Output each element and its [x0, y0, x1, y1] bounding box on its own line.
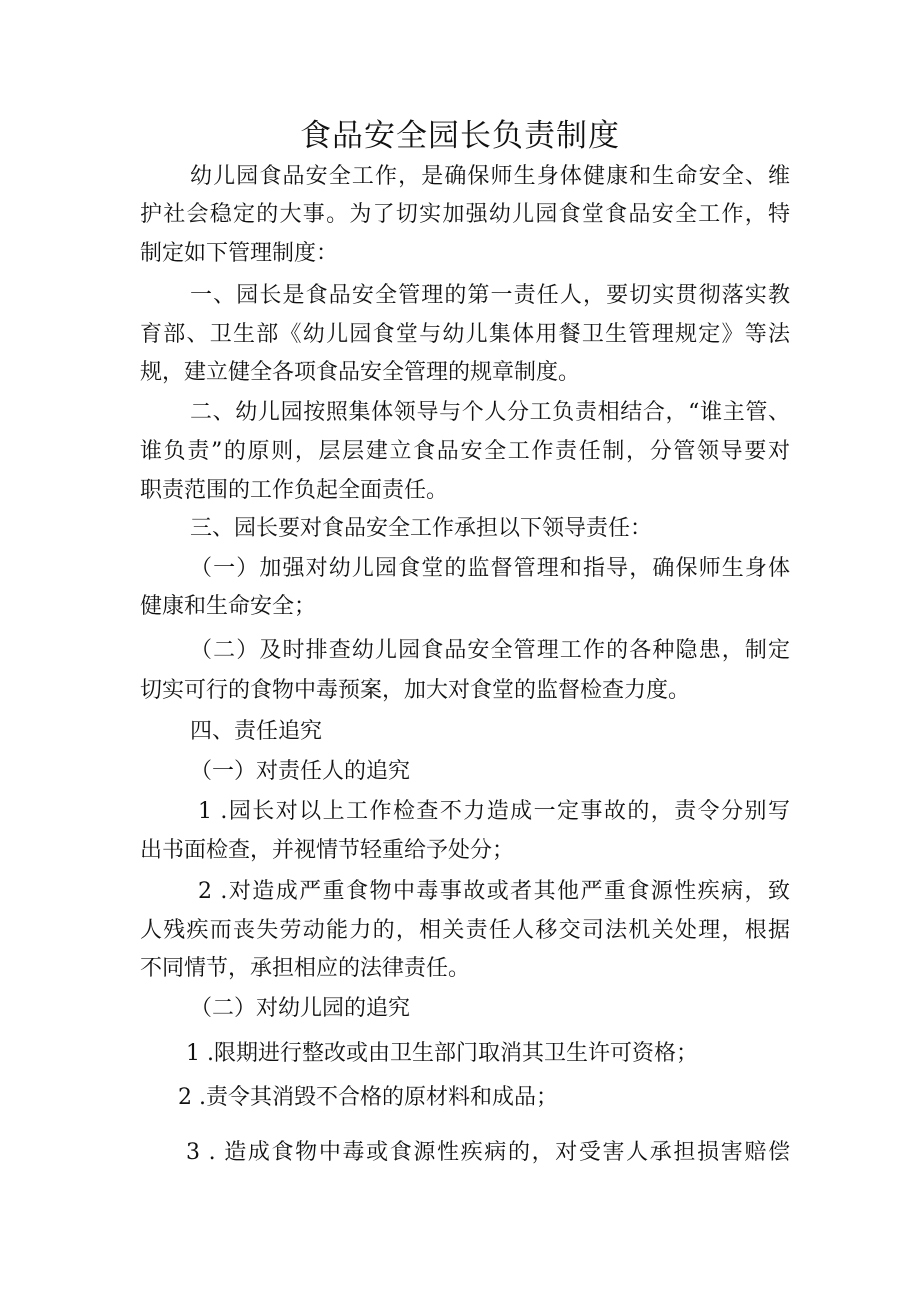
- body-line: 不同情节，承担相应的法律责任。: [140, 956, 471, 981]
- body-line: 护社会稳定的大事。为了切实加强幼儿园食堂食品安全工作，特: [140, 202, 790, 227]
- body-line: 谁负责”的原则，层层建立食品安全工作责任制，分管领导要对: [140, 439, 790, 464]
- body-line: 育部、卫生部《幼儿园食堂与幼儿集体用餐卫生管理规定》等法: [140, 322, 790, 347]
- body-line: 职责范围的工作负起全面责任。: [140, 478, 449, 503]
- body-line: 三、园长要对食品安全工作承担以下领导责任：: [190, 516, 653, 541]
- body-line: 3 . 造成食物中毒或食源性疾病的，对受害人承担损害赔偿: [186, 1140, 790, 1165]
- body-line: 二、幼儿园按照集体领导与个人分工负责相结合，“谁主管、: [190, 400, 790, 425]
- document-title: 食品安全园长负责制度: [300, 118, 620, 154]
- body-line: （二）对幼儿园的追究: [190, 996, 411, 1021]
- body-line: 1 .园长对以上工作检查不力造成一定事故的，责令分别写: [198, 799, 790, 824]
- body-line: 2 .责令其消毁不合格的原材料和成品；: [178, 1085, 558, 1110]
- body-line: 一、园长是食品安全管理的第一责任人，要切实贯彻落实教: [190, 283, 790, 308]
- body-line: 人残疾而丧失劳动能力的，相关责任人移交司法机关处理，根据: [140, 918, 790, 943]
- body-line: （一）加强对幼儿园食堂的监督管理和指导，确保师生身体: [190, 556, 790, 581]
- body-line: 规，建立健全各项食品安全管理的规章制度。: [140, 360, 581, 385]
- body-line: （一）对责任人的追究: [190, 759, 411, 784]
- body-line: 2 .对造成严重食物中毒事故或者其他严重食源性疾病，致: [198, 879, 790, 904]
- body-line: 幼儿园食品安全工作，是确保师生身体健康和生命安全、维: [190, 164, 790, 189]
- body-line: 四、责任追究: [190, 719, 323, 744]
- body-line: 1 .限期进行整改或由卫生部门取消其卫生许可资格；: [186, 1041, 698, 1066]
- body-line: 出书面检查，并视情节轻重给予处分；: [140, 838, 515, 863]
- body-line: 切实可行的食物中毒预案，加大对食堂的监督检查力度。: [140, 678, 691, 703]
- body-line: 制定如下管理制度：: [140, 241, 339, 266]
- body-line: （二）及时排查幼儿园食品安全管理工作的各种隐患，制定: [190, 638, 790, 663]
- body-line: 健康和生命安全；: [140, 594, 317, 619]
